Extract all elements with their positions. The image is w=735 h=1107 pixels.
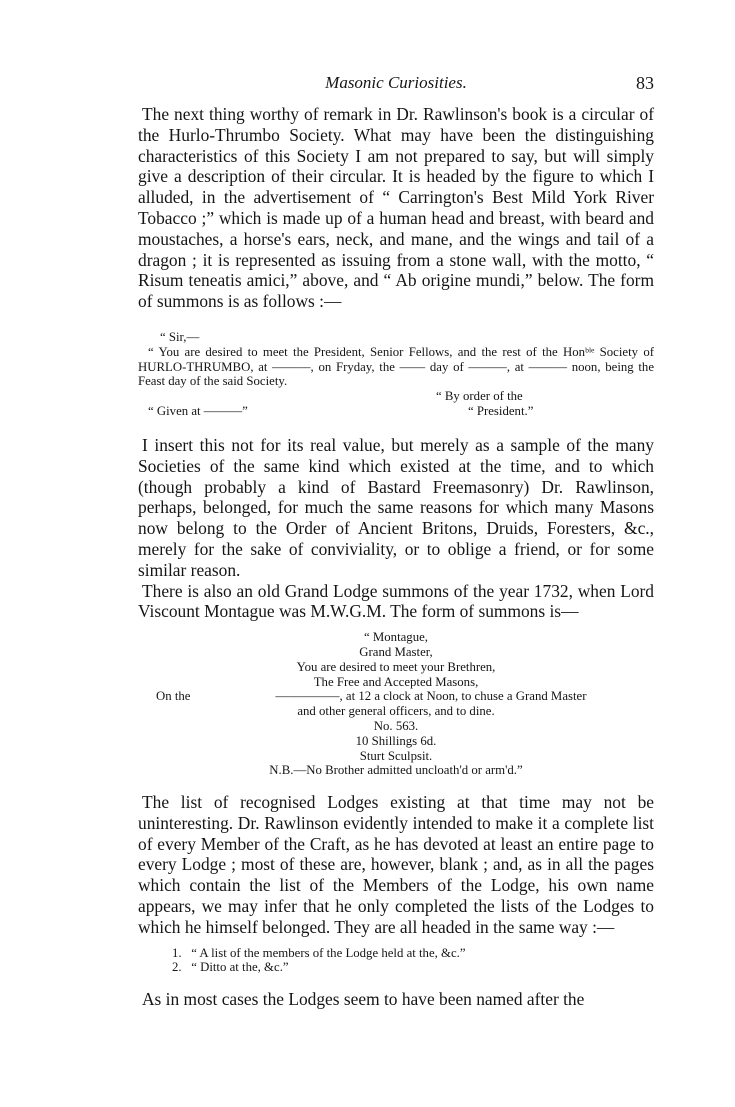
grand-lodge-summons xyxy=(138,630,654,778)
page-body xyxy=(138,104,654,1010)
summons-given-line xyxy=(138,404,654,419)
list-item xyxy=(172,946,654,961)
summons-given: “ Given at ———” xyxy=(148,403,248,418)
summons-signoff: “ By order of the xyxy=(436,389,523,404)
summons-line: The Free and Accepted Masons, xyxy=(313,674,479,689)
summons-line: Grand Master, xyxy=(359,644,433,659)
hurlo-thrumbo-summons xyxy=(138,330,654,419)
list-item-number: 1. xyxy=(172,945,182,960)
paragraph-insert: I insert this not for its real value, but merely as a sample of the many Societies of the same kind which existed at the time, and to which (though probably a kind of Bastard Freemasonry) Dr. Rawlinson, perhaps, belonged, for much the same reasons for which many Masons now belong to the Order of Ancient Britons, Druids, Foresters, &c., merely for the sake of conviviality, or to oblige a friend, or for some similar reason. xyxy=(138,434,654,580)
list-item-text: “ Ditto at the, &c.” xyxy=(191,960,289,975)
running-title: Masonic Curiosities. xyxy=(325,73,467,92)
paragraph-list-of-lodges: The list of recognised Lodges existing at that time may not be uninteresting. Dr. Rawlinson evidently intended to make it a complete list of every Member of the Craft, as he has devoted at least an entire page to every Lodge ; most of these are, however, blank ; and, as in all the pages which contain the list of the Members of the Lodge, his own name appears, we may infer that he only completed the lists of the Lodges to which he himself belonged. They are all headed in the same way :— xyxy=(138,792,654,937)
summons-salutation: “ Sir,— xyxy=(160,329,200,344)
summons-line: 10 Shillings 6d. xyxy=(355,733,437,748)
summons-on-the-rest: —————, at 12 a clock at Noon, to chuse a Grand Master xyxy=(275,689,587,704)
list-item-number: 2. xyxy=(172,960,182,975)
summons-body: “ You are desired to meet the President, Senior Fellows, and the rest of the Honᵇˡᵉ Society of HURLO-THRUMBO, at ———, on Fryday, the —— day of ———, at ——— noon, being the Feast day of the said Society. xyxy=(138,344,654,389)
lodge-list xyxy=(138,946,654,976)
summons-on-the-line xyxy=(138,689,654,704)
paragraph-continued: As in most cases the Lodges seem to have been named after the xyxy=(142,989,585,1010)
list-item-text: “ A list of the members of the Lodge held at the, &c.” xyxy=(191,945,466,960)
summons-line: No. 563. xyxy=(373,718,419,733)
page-number: 83 xyxy=(636,73,654,93)
paragraph-grand-lodge: There is also an old Grand Lodge summons of the year 1732, when Lord Viscount Montague was M.W.G.M. The form of summons is— xyxy=(138,580,654,622)
page-header xyxy=(138,70,654,96)
summons-line: “ Montague, xyxy=(364,630,428,645)
summons-president: “ President.” xyxy=(468,403,534,418)
summons-line: You are desired to meet your Brethren, xyxy=(296,659,496,674)
summons-line: N.B.—No Brother admitted uncloath'd or arm'd.” xyxy=(269,763,523,778)
summons-line: Sturt Sculpsit. xyxy=(359,748,433,763)
list-item xyxy=(172,960,654,975)
summons-line: and other general officers, and to dine. xyxy=(297,704,495,719)
paragraph-hurlo-thrumbo: The next thing worthy of remark in Dr. Rawlinson's book is a circular of the Hurlo-Thrumbo Society. What may have been the distinguishing characteristics of this Society I am not prepared to say, but will simply give a description of their circular. It is headed by the figure to which I alluded, in the advertisement of “ Carrington's Best Mild York River Tobacco ;” which is made up of a human head and breast, with beard and moustaches, a horse's ears, neck, and mane, and the wings and tail of a dragon ; it is represented as issuing from a stone wall, with the motto, “ Risum teneatis amici,” above, and “ Ab origine mundi,” below. The form of summons is as follows :— xyxy=(138,104,654,312)
summons-on-the: On the xyxy=(156,689,191,704)
